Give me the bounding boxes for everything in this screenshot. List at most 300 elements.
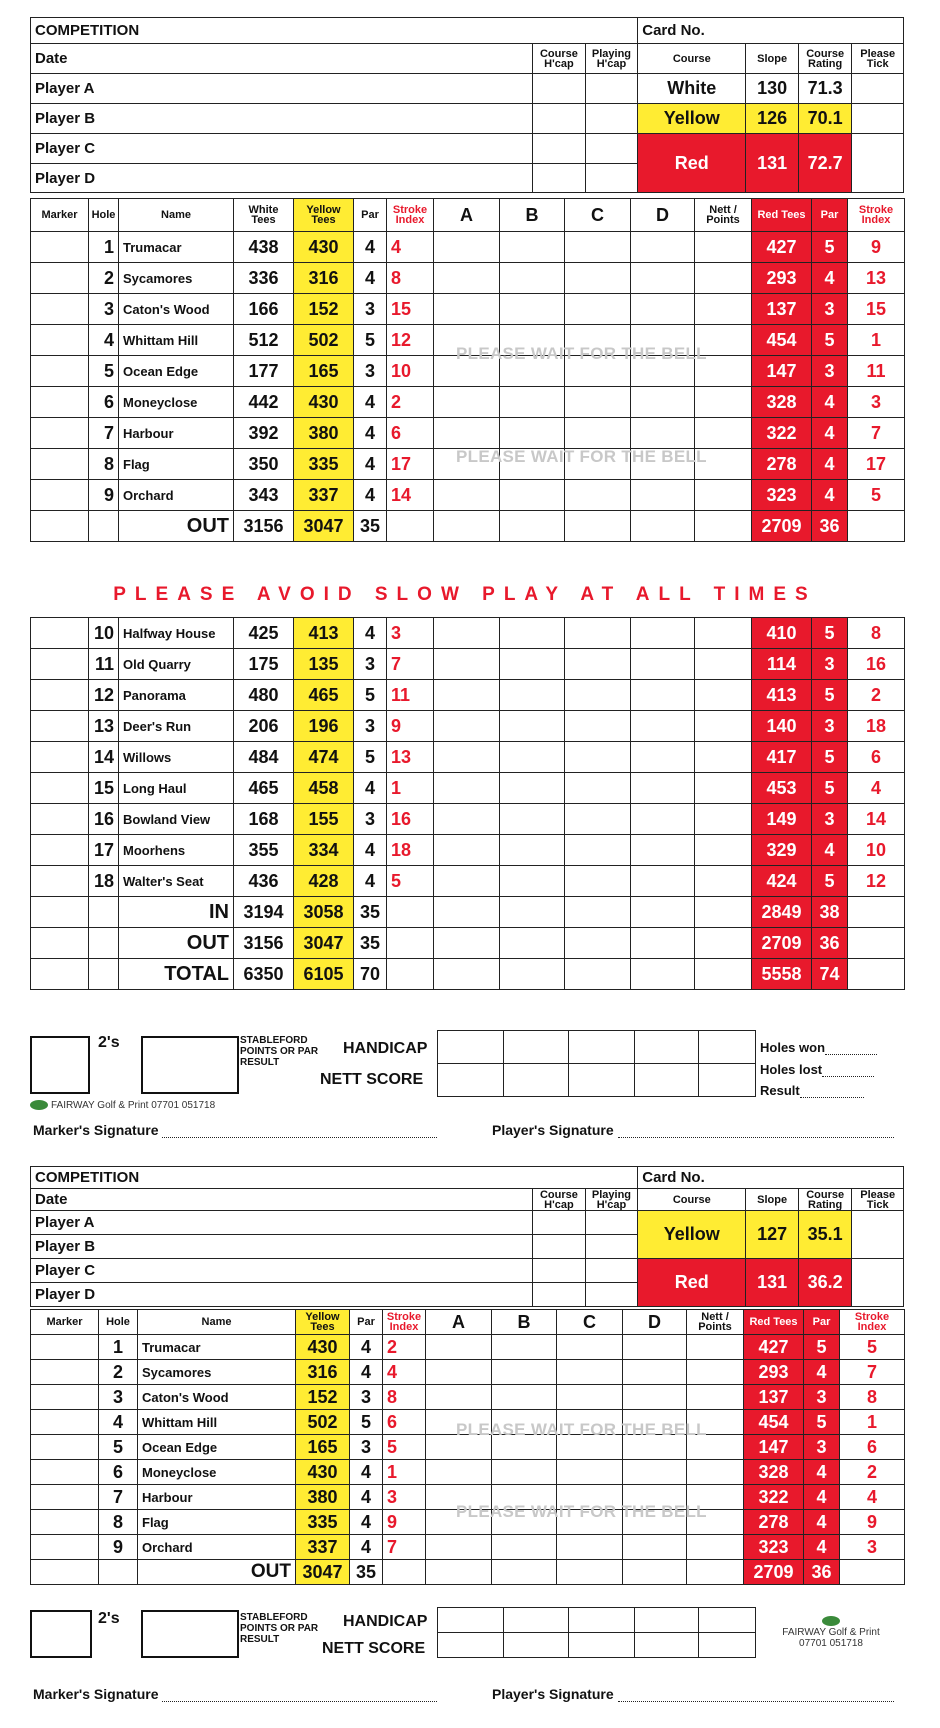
nett-points-cell[interactable] xyxy=(695,618,752,649)
player-c-score-cell[interactable] xyxy=(565,804,631,835)
par-value: 4 xyxy=(354,835,387,866)
player-b-score-cell[interactable] xyxy=(492,1335,557,1360)
player-b-score-cell[interactable] xyxy=(500,804,565,835)
marker-score-cell[interactable] xyxy=(31,773,89,804)
player-b-total-cell[interactable] xyxy=(500,959,565,990)
yellow-tee-yardage: 413 xyxy=(294,618,354,649)
nett-nett[interactable] xyxy=(699,1064,756,1097)
twos-box-2[interactable] xyxy=(141,1036,239,1094)
col-player-c-2: C xyxy=(557,1310,623,1335)
player-d-score-cell[interactable] xyxy=(623,1535,687,1560)
player-c-score-cell[interactable] xyxy=(565,418,631,449)
hole-row xyxy=(31,1460,905,1485)
player-d-total-cell[interactable] xyxy=(631,511,695,542)
player-b-score-cell[interactable] xyxy=(500,387,565,418)
nett-points-cell[interactable] xyxy=(695,232,752,263)
player-b-score-cell[interactable] xyxy=(500,263,565,294)
handicap-c[interactable] xyxy=(569,1031,635,1064)
player-a-total-cell[interactable] xyxy=(426,1560,492,1585)
tee-yellow-tick[interactable] xyxy=(852,104,904,134)
white-tee-yardage: 438 xyxy=(234,232,294,263)
red-stroke-index: 16 xyxy=(848,649,905,680)
handicap-b-2[interactable] xyxy=(504,1608,569,1633)
player-d-name-field[interactable]: Player D xyxy=(31,164,533,193)
red-stroke-index: 8 xyxy=(848,618,905,649)
marker-score-cell[interactable] xyxy=(31,1485,99,1510)
player-b-score-cell[interactable] xyxy=(492,1460,557,1485)
nett-points-cell[interactable] xyxy=(687,1535,744,1560)
player-a-playing-hcap[interactable] xyxy=(585,74,638,104)
player-c-score-cell[interactable] xyxy=(565,742,631,773)
player-a-score-cell[interactable] xyxy=(434,773,500,804)
nett-points-cell[interactable] xyxy=(695,263,752,294)
red-par-value: 5 xyxy=(812,773,848,804)
player-a-score-cell[interactable] xyxy=(434,263,500,294)
nett-points-cell[interactable] xyxy=(695,866,752,897)
player-c-total-cell[interactable] xyxy=(565,897,631,928)
player-d-playing-hcap-2[interactable] xyxy=(585,1283,638,1307)
grand-total-row xyxy=(31,959,905,990)
player-c-course-hcap[interactable] xyxy=(533,134,586,164)
blank-cell xyxy=(387,928,434,959)
stroke-index: 2 xyxy=(383,1335,426,1360)
tee-red-name: Red xyxy=(638,134,746,193)
red-tee-yardage: 322 xyxy=(752,418,812,449)
handicap-d[interactable] xyxy=(635,1031,699,1064)
player-a-playing-hcap-2[interactable] xyxy=(585,1211,638,1235)
hole-number: 4 xyxy=(99,1410,138,1435)
player-b-total-cell[interactable] xyxy=(492,1560,557,1585)
holes-lost-field[interactable] xyxy=(760,1062,874,1077)
course-label: Course xyxy=(638,44,746,74)
card-no-label: Card No. xyxy=(638,18,904,44)
handicap-b[interactable] xyxy=(504,1031,569,1064)
player-b-score-cell[interactable] xyxy=(492,1535,557,1560)
playing-hcap-label-2: Playing H'cap xyxy=(585,1189,638,1211)
col-stroke-index-2: Stroke Index xyxy=(383,1310,426,1335)
player-b-course-hcap[interactable] xyxy=(533,104,586,134)
hole-number: 3 xyxy=(99,1385,138,1410)
stroke-index: 2 xyxy=(387,387,434,418)
col-player-b-2: B xyxy=(492,1310,557,1335)
player-b-total-cell[interactable] xyxy=(500,511,565,542)
blank-cell xyxy=(848,511,905,542)
player-d-total-cell[interactable] xyxy=(623,1560,687,1585)
player-c-score-cell[interactable] xyxy=(565,618,631,649)
player-d-score-cell[interactable] xyxy=(623,1385,687,1410)
marker-score-cell[interactable] xyxy=(31,742,89,773)
red-par-value: 5 xyxy=(812,866,848,897)
markers-signature-field-2[interactable]: Marker's Signature xyxy=(33,1686,437,1702)
nett-points-cell[interactable] xyxy=(695,711,752,742)
player-d-score-cell[interactable] xyxy=(623,1335,687,1360)
nett-a-2[interactable] xyxy=(438,1633,504,1658)
player-b-score-cell[interactable] xyxy=(500,294,565,325)
stroke-index: 4 xyxy=(383,1360,426,1385)
hole-row xyxy=(31,773,905,804)
player-d-total-cell[interactable] xyxy=(631,928,695,959)
nett-points-cell[interactable] xyxy=(695,649,752,680)
yellow-total: 3047 xyxy=(294,511,354,542)
red-total: 2709 xyxy=(744,1560,804,1585)
blank-cell xyxy=(387,897,434,928)
player-a-score-cell[interactable] xyxy=(434,232,500,263)
nett-points-cell[interactable] xyxy=(695,773,752,804)
result-field[interactable] xyxy=(760,1083,864,1098)
hole-name: Caton's Wood xyxy=(138,1385,296,1410)
yellow-tee-yardage: 430 xyxy=(294,387,354,418)
player-c-score-cell[interactable] xyxy=(557,1335,623,1360)
player-b-score-cell[interactable] xyxy=(500,742,565,773)
yellow-tee-yardage: 430 xyxy=(296,1460,350,1485)
tee-white-rating: 71.3 xyxy=(798,74,852,104)
player-c-score-cell[interactable] xyxy=(557,1535,623,1560)
player-d-score-cell[interactable] xyxy=(631,866,695,897)
player-d-score-cell[interactable] xyxy=(631,387,695,418)
player-a-score-cell[interactable] xyxy=(426,1385,492,1410)
player-a-score-cell[interactable] xyxy=(426,1460,492,1485)
marker-score-cell[interactable] xyxy=(31,449,89,480)
player-a-total-cell[interactable] xyxy=(434,897,500,928)
par-value: 5 xyxy=(354,680,387,711)
par-value: 4 xyxy=(354,773,387,804)
marker-score-cell[interactable] xyxy=(31,387,89,418)
player-a-score-cell[interactable] xyxy=(426,1535,492,1560)
player-b-score-cell[interactable] xyxy=(500,866,565,897)
handicap-nett[interactable] xyxy=(699,1031,756,1064)
yellow-tee-yardage: 316 xyxy=(294,263,354,294)
player-b-playing-hcap[interactable] xyxy=(585,104,638,134)
handicap-d-2[interactable] xyxy=(635,1608,699,1633)
nett-total-cell[interactable] xyxy=(695,928,752,959)
tee-yellow-rating: 70.1 xyxy=(798,104,852,134)
hole-number: 5 xyxy=(99,1435,138,1460)
player-d-total-cell[interactable] xyxy=(631,959,695,990)
player-d-score-cell[interactable] xyxy=(631,294,695,325)
player-c-score-cell[interactable] xyxy=(565,680,631,711)
yellow-total: 6105 xyxy=(294,959,354,990)
player-c-score-cell[interactable] xyxy=(565,387,631,418)
nett-points-cell[interactable] xyxy=(695,804,752,835)
player-b-score-cell[interactable] xyxy=(500,480,565,511)
player-c-total-cell[interactable] xyxy=(565,959,631,990)
player-b-score-cell[interactable] xyxy=(492,1385,557,1410)
par-total: 35 xyxy=(354,511,387,542)
player-d-score-cell[interactable] xyxy=(631,804,695,835)
player-d-score-cell[interactable] xyxy=(631,835,695,866)
player-c-total-cell[interactable] xyxy=(565,511,631,542)
player-d-score-cell[interactable] xyxy=(631,711,695,742)
red-tee-yardage: 147 xyxy=(752,356,812,387)
red-par-value: 4 xyxy=(804,1510,840,1535)
player-c-score-cell[interactable] xyxy=(557,1360,623,1385)
hole-row xyxy=(31,804,905,835)
red-par-value: 4 xyxy=(812,449,848,480)
yellow-tee-yardage: 316 xyxy=(296,1360,350,1385)
marker-score-cell[interactable] xyxy=(31,1535,99,1560)
marker-total-cell[interactable] xyxy=(31,959,89,990)
handicap-a[interactable] xyxy=(438,1031,504,1064)
nett-d[interactable] xyxy=(635,1064,699,1097)
red-stroke-index: 6 xyxy=(848,742,905,773)
player-d-total-cell[interactable] xyxy=(631,897,695,928)
player-d-course-hcap[interactable] xyxy=(533,164,586,193)
player-a-score-cell[interactable] xyxy=(434,618,500,649)
par-value: 5 xyxy=(354,325,387,356)
nett-points-cell[interactable] xyxy=(695,387,752,418)
player-b-score-cell[interactable] xyxy=(500,418,565,449)
player-c-playing-hcap-2[interactable] xyxy=(585,1259,638,1283)
player-d-score-cell[interactable] xyxy=(631,680,695,711)
printer-credit-2: FAIRWAY Golf & Print 07701 051718 xyxy=(776,1616,886,1649)
stroke-index: 11 xyxy=(387,680,434,711)
player-c-score-cell[interactable] xyxy=(557,1460,623,1485)
handicap-nett-2[interactable] xyxy=(699,1608,756,1633)
nett-points-cell[interactable] xyxy=(695,742,752,773)
player-d-score-cell[interactable] xyxy=(631,649,695,680)
red-stroke-index: 2 xyxy=(848,680,905,711)
player-b-score-cell[interactable] xyxy=(492,1360,557,1385)
player-a-total-cell[interactable] xyxy=(434,928,500,959)
twos-box-1[interactable] xyxy=(30,1036,90,1094)
nett-points-cell[interactable] xyxy=(687,1360,744,1385)
player-c-course-hcap-2[interactable] xyxy=(533,1259,586,1283)
player-d-score-cell[interactable] xyxy=(631,232,695,263)
player-c-score-cell[interactable] xyxy=(565,835,631,866)
marker-score-cell[interactable] xyxy=(31,263,89,294)
nett-points-cell[interactable] xyxy=(695,294,752,325)
marker-total-cell[interactable] xyxy=(31,897,89,928)
yellow-tee-yardage: 502 xyxy=(294,325,354,356)
player-b-score-cell[interactable] xyxy=(500,711,565,742)
handicap-c-2[interactable] xyxy=(569,1608,635,1633)
hole-row xyxy=(31,680,905,711)
player-c-score-cell[interactable] xyxy=(565,711,631,742)
col-marker: Marker xyxy=(31,199,89,232)
nett-points-cell[interactable] xyxy=(695,480,752,511)
player-b-score-cell[interactable] xyxy=(500,232,565,263)
player-b-total-cell[interactable] xyxy=(500,928,565,959)
red-tee-yardage: 323 xyxy=(744,1535,804,1560)
player-d-score-cell[interactable] xyxy=(631,742,695,773)
players-signature-field[interactable]: Player's Signature xyxy=(492,1122,894,1138)
marker-score-cell[interactable] xyxy=(31,356,89,387)
player-c-score-cell[interactable] xyxy=(565,294,631,325)
card-no-label-2: Card No. xyxy=(638,1167,904,1189)
tee-white-tick[interactable] xyxy=(852,74,904,104)
marker-score-cell[interactable] xyxy=(31,325,89,356)
marker-score-cell[interactable] xyxy=(31,866,89,897)
white-total: 3156 xyxy=(234,511,294,542)
marker-score-cell[interactable] xyxy=(31,1510,99,1535)
player-a-score-cell[interactable] xyxy=(434,294,500,325)
marker-score-cell[interactable] xyxy=(31,1410,99,1435)
nett-c-2[interactable] xyxy=(569,1633,635,1658)
player-b-score-cell[interactable] xyxy=(500,835,565,866)
marker-score-cell[interactable] xyxy=(31,835,89,866)
nett-b-2[interactable] xyxy=(504,1633,569,1658)
hole-name: Whittam Hill xyxy=(138,1410,296,1435)
marker-score-cell[interactable] xyxy=(31,1435,99,1460)
player-d-score-cell[interactable] xyxy=(631,618,695,649)
player-c-score-cell[interactable] xyxy=(565,480,631,511)
player-a-score-cell[interactable] xyxy=(434,418,500,449)
player-b-score-cell[interactable] xyxy=(500,618,565,649)
player-a-course-hcap[interactable] xyxy=(533,74,586,104)
player-d-score-cell[interactable] xyxy=(631,418,695,449)
col-red-tees: Red Tees xyxy=(752,199,812,232)
player-c-score-cell[interactable] xyxy=(565,866,631,897)
marker-score-cell[interactable] xyxy=(31,804,89,835)
marker-score-cell[interactable] xyxy=(31,1360,99,1385)
player-b-playing-hcap-2[interactable] xyxy=(585,1235,638,1259)
holes-won-field[interactable] xyxy=(760,1040,877,1055)
player-c-score-cell[interactable] xyxy=(565,773,631,804)
nett-points-cell[interactable] xyxy=(687,1385,744,1410)
player-c-total-cell[interactable] xyxy=(565,928,631,959)
tee-yellow-tick-2[interactable] xyxy=(852,1211,904,1259)
nett-nett-2[interactable] xyxy=(699,1633,756,1658)
nett-points-cell[interactable] xyxy=(687,1460,744,1485)
course-rating-label-2: Course Rating xyxy=(798,1189,852,1211)
player-a-score-cell[interactable] xyxy=(426,1335,492,1360)
player-a-score-cell[interactable] xyxy=(434,387,500,418)
marker-score-cell[interactable] xyxy=(31,418,89,449)
nett-total-cell[interactable] xyxy=(695,959,752,990)
red-stroke-index: 3 xyxy=(848,387,905,418)
twos-box-2-card2[interactable] xyxy=(141,1610,239,1658)
player-c-score-cell[interactable] xyxy=(557,1385,623,1410)
marker-score-cell[interactable] xyxy=(31,1385,99,1410)
player-d-score-cell[interactable] xyxy=(623,1360,687,1385)
player-b-score-cell[interactable] xyxy=(500,773,565,804)
hole-row xyxy=(31,1385,905,1410)
player-c-playing-hcap[interactable] xyxy=(585,134,638,164)
nett-total-cell[interactable] xyxy=(687,1560,744,1585)
marker-score-cell[interactable] xyxy=(31,480,89,511)
player-b-total-cell[interactable] xyxy=(500,897,565,928)
player-b-name-field-2[interactable]: Player B xyxy=(31,1235,533,1259)
player-d-score-cell[interactable] xyxy=(631,773,695,804)
players-signature-field-2[interactable]: Player's Signature xyxy=(492,1686,894,1702)
player-a-score-cell[interactable] xyxy=(434,835,500,866)
marker-score-cell[interactable] xyxy=(31,618,89,649)
marker-total-cell[interactable] xyxy=(31,511,89,542)
player-a-course-hcap-2[interactable] xyxy=(533,1211,586,1235)
player-d-course-hcap-2[interactable] xyxy=(533,1283,586,1307)
marker-score-cell[interactable] xyxy=(31,232,89,263)
player-a-name-field[interactable]: Player A xyxy=(31,74,533,104)
par-value: 3 xyxy=(354,711,387,742)
nett-points-cell[interactable] xyxy=(687,1335,744,1360)
marker-score-cell[interactable] xyxy=(31,711,89,742)
marker-total-cell[interactable] xyxy=(31,1560,99,1585)
player-a-name-field-2[interactable]: Player A xyxy=(31,1211,533,1235)
hole-name: Willows xyxy=(119,742,234,773)
stroke-index: 12 xyxy=(387,325,434,356)
yellow-tee-yardage: 135 xyxy=(294,649,354,680)
player-a-score-cell[interactable] xyxy=(434,680,500,711)
tee-red-tick[interactable] xyxy=(852,134,904,193)
player-c-score-cell[interactable] xyxy=(565,649,631,680)
hole-name: Caton's Wood xyxy=(119,294,234,325)
red-par-value: 3 xyxy=(812,649,848,680)
player-d-name-field-2[interactable]: Player D xyxy=(31,1283,533,1307)
nett-a[interactable] xyxy=(438,1064,504,1097)
red-tee-yardage: 427 xyxy=(744,1335,804,1360)
hole-name: Sycamores xyxy=(119,263,234,294)
player-a-score-cell[interactable] xyxy=(434,480,500,511)
player-c-name-field[interactable]: Player C xyxy=(31,134,533,164)
player-b-score-cell[interactable] xyxy=(500,680,565,711)
nett-total-cell[interactable] xyxy=(695,511,752,542)
player-a-score-cell[interactable] xyxy=(434,711,500,742)
twos-box-1-card2[interactable] xyxy=(30,1610,92,1658)
red-par-value: 4 xyxy=(812,263,848,294)
player-c-name-field-2[interactable]: Player C xyxy=(31,1259,533,1283)
tee-red-tick-2[interactable] xyxy=(852,1259,904,1307)
marker-score-cell[interactable] xyxy=(31,1460,99,1485)
marker-score-cell[interactable] xyxy=(31,294,89,325)
nett-total-cell[interactable] xyxy=(695,897,752,928)
hole-number: 9 xyxy=(99,1535,138,1560)
markers-signature-field[interactable]: Marker's Signature xyxy=(33,1122,437,1138)
col-par: Par xyxy=(354,199,387,232)
blank-cell xyxy=(387,511,434,542)
red-par-value: 3 xyxy=(812,356,848,387)
player-a-score-cell[interactable] xyxy=(426,1360,492,1385)
marker-total-cell[interactable] xyxy=(31,928,89,959)
player-d-score-cell[interactable] xyxy=(631,263,695,294)
marker-score-cell[interactable] xyxy=(31,649,89,680)
nett-d-2[interactable] xyxy=(635,1633,699,1658)
player-b-course-hcap-2[interactable] xyxy=(533,1235,586,1259)
player-a-score-cell[interactable] xyxy=(434,742,500,773)
par-value: 4 xyxy=(354,387,387,418)
red-stroke-index: 5 xyxy=(848,480,905,511)
red-stroke-index: 4 xyxy=(848,773,905,804)
player-a-total-cell[interactable] xyxy=(434,959,500,990)
player-d-score-cell[interactable] xyxy=(623,1460,687,1485)
player-d-score-cell[interactable] xyxy=(631,480,695,511)
marker-score-cell[interactable] xyxy=(31,1335,99,1360)
player-d-playing-hcap[interactable] xyxy=(585,164,638,193)
player-b-name-field[interactable]: Player B xyxy=(31,104,533,134)
stroke-index: 1 xyxy=(387,773,434,804)
date-label-2: Date xyxy=(31,1189,533,1211)
nett-c[interactable] xyxy=(569,1064,635,1097)
player-c-score-cell[interactable] xyxy=(565,232,631,263)
player-c-score-cell[interactable] xyxy=(565,263,631,294)
tee-red-rating-2: 36.2 xyxy=(798,1259,852,1307)
tee-red-slope-2: 131 xyxy=(746,1259,799,1307)
red-par-total: 36 xyxy=(804,1560,840,1585)
nett-points-cell[interactable] xyxy=(695,680,752,711)
player-c-total-cell[interactable] xyxy=(557,1560,623,1585)
player-b-score-cell[interactable] xyxy=(500,649,565,680)
slope-label-2: Slope xyxy=(746,1189,799,1211)
player-a-score-cell[interactable] xyxy=(434,649,500,680)
handicap-a-2[interactable] xyxy=(438,1608,504,1633)
nett-b[interactable] xyxy=(504,1064,569,1097)
nett-points-cell[interactable] xyxy=(695,418,752,449)
hole-number: 14 xyxy=(89,742,119,773)
nett-points-cell[interactable] xyxy=(695,835,752,866)
player-a-score-cell[interactable] xyxy=(434,866,500,897)
player-a-total-cell[interactable] xyxy=(434,511,500,542)
player-a-score-cell[interactable] xyxy=(434,804,500,835)
marker-score-cell[interactable] xyxy=(31,680,89,711)
